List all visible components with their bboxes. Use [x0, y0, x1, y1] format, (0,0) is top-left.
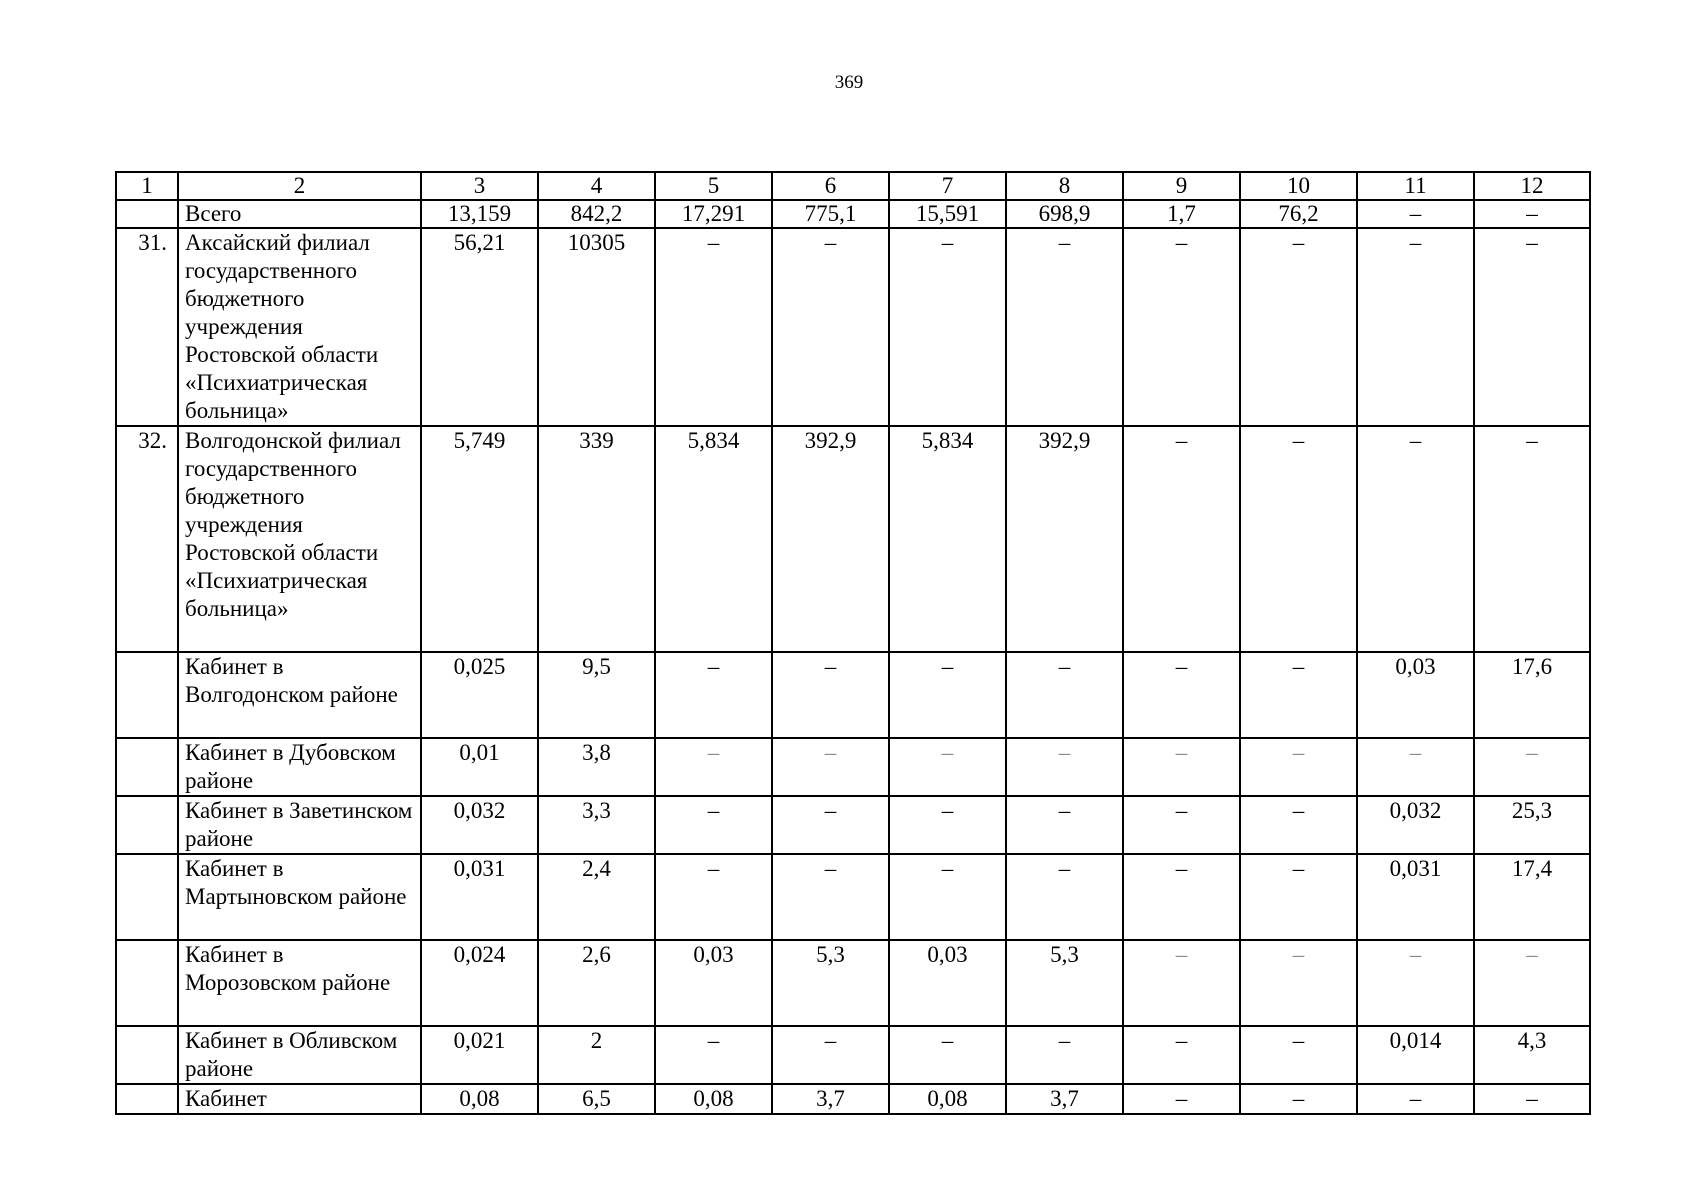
- value-cell: –: [1474, 1084, 1590, 1114]
- value-cell: –: [1474, 738, 1590, 796]
- value-cell: –: [1123, 940, 1240, 1026]
- value-cell: –: [889, 796, 1006, 854]
- value-cell: 5,834: [889, 426, 1006, 652]
- value-cell: 0,08: [889, 1084, 1006, 1114]
- value-cell: –: [1123, 1084, 1240, 1114]
- value-cell: 0,08: [421, 1084, 538, 1114]
- total-value: 17,291: [655, 200, 772, 228]
- total-value: 15,591: [889, 200, 1006, 228]
- data-table: [115, 171, 1591, 1115]
- institution-name: Волгодонской филиал государственного бюджетного учреждения Ростовской области «Психиатрическая больница»: [178, 426, 421, 652]
- column-header: 10: [1240, 172, 1357, 200]
- total-value: 775,1: [772, 200, 889, 228]
- value-cell: 0,024: [421, 940, 538, 1026]
- row-number: [116, 652, 178, 738]
- value-cell: 2,6: [538, 940, 655, 1026]
- value-cell: –: [1474, 228, 1590, 426]
- value-cell: 339: [538, 426, 655, 652]
- table-row: [116, 854, 1590, 940]
- value-cell: –: [1123, 1026, 1240, 1084]
- value-cell: 4,3: [1474, 1026, 1590, 1084]
- value-cell: –: [1123, 796, 1240, 854]
- value-cell: –: [1357, 940, 1474, 1026]
- value-cell: –: [1240, 228, 1357, 426]
- row-number: [116, 940, 178, 1026]
- value-cell: 25,3: [1474, 796, 1590, 854]
- column-header: 11: [1357, 172, 1474, 200]
- value-cell: 392,9: [1006, 426, 1123, 652]
- value-cell: –: [1240, 1084, 1357, 1114]
- value-cell: –: [1240, 1026, 1357, 1084]
- table-row: [116, 652, 1590, 738]
- value-cell: –: [655, 652, 772, 738]
- total-value: 13,159: [421, 200, 538, 228]
- value-cell: 9,5: [538, 652, 655, 738]
- column-header: 4: [538, 172, 655, 200]
- value-cell: 0,03: [655, 940, 772, 1026]
- value-cell: 0,025: [421, 652, 538, 738]
- value-cell: 6,5: [538, 1084, 655, 1114]
- column-header: 7: [889, 172, 1006, 200]
- value-cell: –: [655, 1026, 772, 1084]
- value-cell: –: [1240, 738, 1357, 796]
- value-cell: –: [1006, 228, 1123, 426]
- column-header: 1: [116, 172, 178, 200]
- value-cell: 5,3: [772, 940, 889, 1026]
- value-cell: –: [1123, 426, 1240, 652]
- value-cell: –: [1006, 854, 1123, 940]
- total-row: [116, 200, 1590, 228]
- value-cell: –: [772, 652, 889, 738]
- value-cell: 0,03: [889, 940, 1006, 1026]
- value-cell: –: [889, 228, 1006, 426]
- institution-name: Кабинет: [178, 1084, 421, 1114]
- row-number: [116, 796, 178, 854]
- value-cell: 0,031: [421, 854, 538, 940]
- row-number: [116, 1026, 178, 1084]
- institution-name: Кабинет в Морозовском районе: [178, 940, 421, 1026]
- institution-name: Аксайский филиал государственного бюджетного учреждения Ростовской области «Психиатрическая больница»: [178, 228, 421, 426]
- table-row: [116, 426, 1590, 652]
- value-cell: 0,032: [421, 796, 538, 854]
- total-value: –: [1357, 200, 1474, 228]
- column-header: 8: [1006, 172, 1123, 200]
- total-label: Всего: [178, 200, 421, 228]
- value-cell: –: [889, 738, 1006, 796]
- value-cell: –: [1006, 1026, 1123, 1084]
- total-value: 76,2: [1240, 200, 1357, 228]
- table-row: [116, 940, 1590, 1026]
- column-header-row: [116, 172, 1590, 200]
- value-cell: –: [1006, 738, 1123, 796]
- value-cell: 3,8: [538, 738, 655, 796]
- table-row: [116, 1026, 1590, 1084]
- institution-name: Кабинет в Заветинском районе: [178, 796, 421, 854]
- column-header: 9: [1123, 172, 1240, 200]
- value-cell: –: [772, 854, 889, 940]
- value-cell: –: [1240, 940, 1357, 1026]
- column-header: 2: [178, 172, 421, 200]
- column-header: 12: [1474, 172, 1590, 200]
- value-cell: 0,031: [1357, 854, 1474, 940]
- row-number: [116, 854, 178, 940]
- value-cell: 392,9: [772, 426, 889, 652]
- value-cell: 17,6: [1474, 652, 1590, 738]
- value-cell: –: [655, 854, 772, 940]
- value-cell: –: [1240, 652, 1357, 738]
- value-cell: –: [1006, 652, 1123, 738]
- table-row: [116, 228, 1590, 426]
- total-value: 698,9: [1006, 200, 1123, 228]
- page-number: 369: [834, 72, 864, 93]
- value-cell: –: [889, 854, 1006, 940]
- value-cell: –: [1357, 228, 1474, 426]
- value-cell: –: [655, 738, 772, 796]
- institution-name: Кабинет в Волгодонском районе: [178, 652, 421, 738]
- value-cell: 10305: [538, 228, 655, 426]
- value-cell: 17,4: [1474, 854, 1590, 940]
- total-value: 842,2: [538, 200, 655, 228]
- value-cell: 0,03: [1357, 652, 1474, 738]
- value-cell: –: [1123, 738, 1240, 796]
- value-cell: –: [772, 796, 889, 854]
- row-number: [116, 1084, 178, 1114]
- value-cell: –: [1006, 796, 1123, 854]
- total-num-cell: [116, 200, 178, 228]
- value-cell: 0,01: [421, 738, 538, 796]
- value-cell: –: [772, 1026, 889, 1084]
- value-cell: 0,021: [421, 1026, 538, 1084]
- value-cell: 56,21: [421, 228, 538, 426]
- value-cell: –: [772, 738, 889, 796]
- value-cell: –: [1357, 738, 1474, 796]
- value-cell: 2,4: [538, 854, 655, 940]
- value-cell: 3,3: [538, 796, 655, 854]
- row-number: [116, 738, 178, 796]
- table-row: [116, 796, 1590, 854]
- institution-name: Кабинет в Мартыновском районе: [178, 854, 421, 940]
- value-cell: 0,014: [1357, 1026, 1474, 1084]
- value-cell: 0,08: [655, 1084, 772, 1114]
- value-cell: –: [1240, 426, 1357, 652]
- value-cell: –: [889, 652, 1006, 738]
- value-cell: 3,7: [772, 1084, 889, 1114]
- value-cell: –: [1240, 796, 1357, 854]
- value-cell: –: [1240, 854, 1357, 940]
- value-cell: –: [1123, 652, 1240, 738]
- total-value: 1,7: [1123, 200, 1240, 228]
- row-number: 31.: [116, 228, 178, 426]
- column-header: 3: [421, 172, 538, 200]
- value-cell: –: [1357, 1084, 1474, 1114]
- value-cell: –: [1474, 940, 1590, 1026]
- value-cell: 0,032: [1357, 796, 1474, 854]
- value-cell: –: [1123, 228, 1240, 426]
- value-cell: 5,834: [655, 426, 772, 652]
- value-cell: 5,749: [421, 426, 538, 652]
- value-cell: –: [655, 228, 772, 426]
- value-cell: –: [772, 228, 889, 426]
- table-row: [116, 1084, 1590, 1114]
- value-cell: –: [889, 1026, 1006, 1084]
- value-cell: –: [1357, 426, 1474, 652]
- value-cell: –: [1123, 854, 1240, 940]
- value-cell: –: [1474, 426, 1590, 652]
- institution-name: Кабинет в Обливском районе: [178, 1026, 421, 1084]
- value-cell: 5,3: [1006, 940, 1123, 1026]
- row-number: 32.: [116, 426, 178, 652]
- total-value: –: [1474, 200, 1590, 228]
- table-row: [116, 738, 1590, 796]
- column-header: 6: [772, 172, 889, 200]
- value-cell: –: [655, 796, 772, 854]
- institution-name: Кабинет в Дубовском районе: [178, 738, 421, 796]
- value-cell: 3,7: [1006, 1084, 1123, 1114]
- column-header: 5: [655, 172, 772, 200]
- value-cell: 2: [538, 1026, 655, 1084]
